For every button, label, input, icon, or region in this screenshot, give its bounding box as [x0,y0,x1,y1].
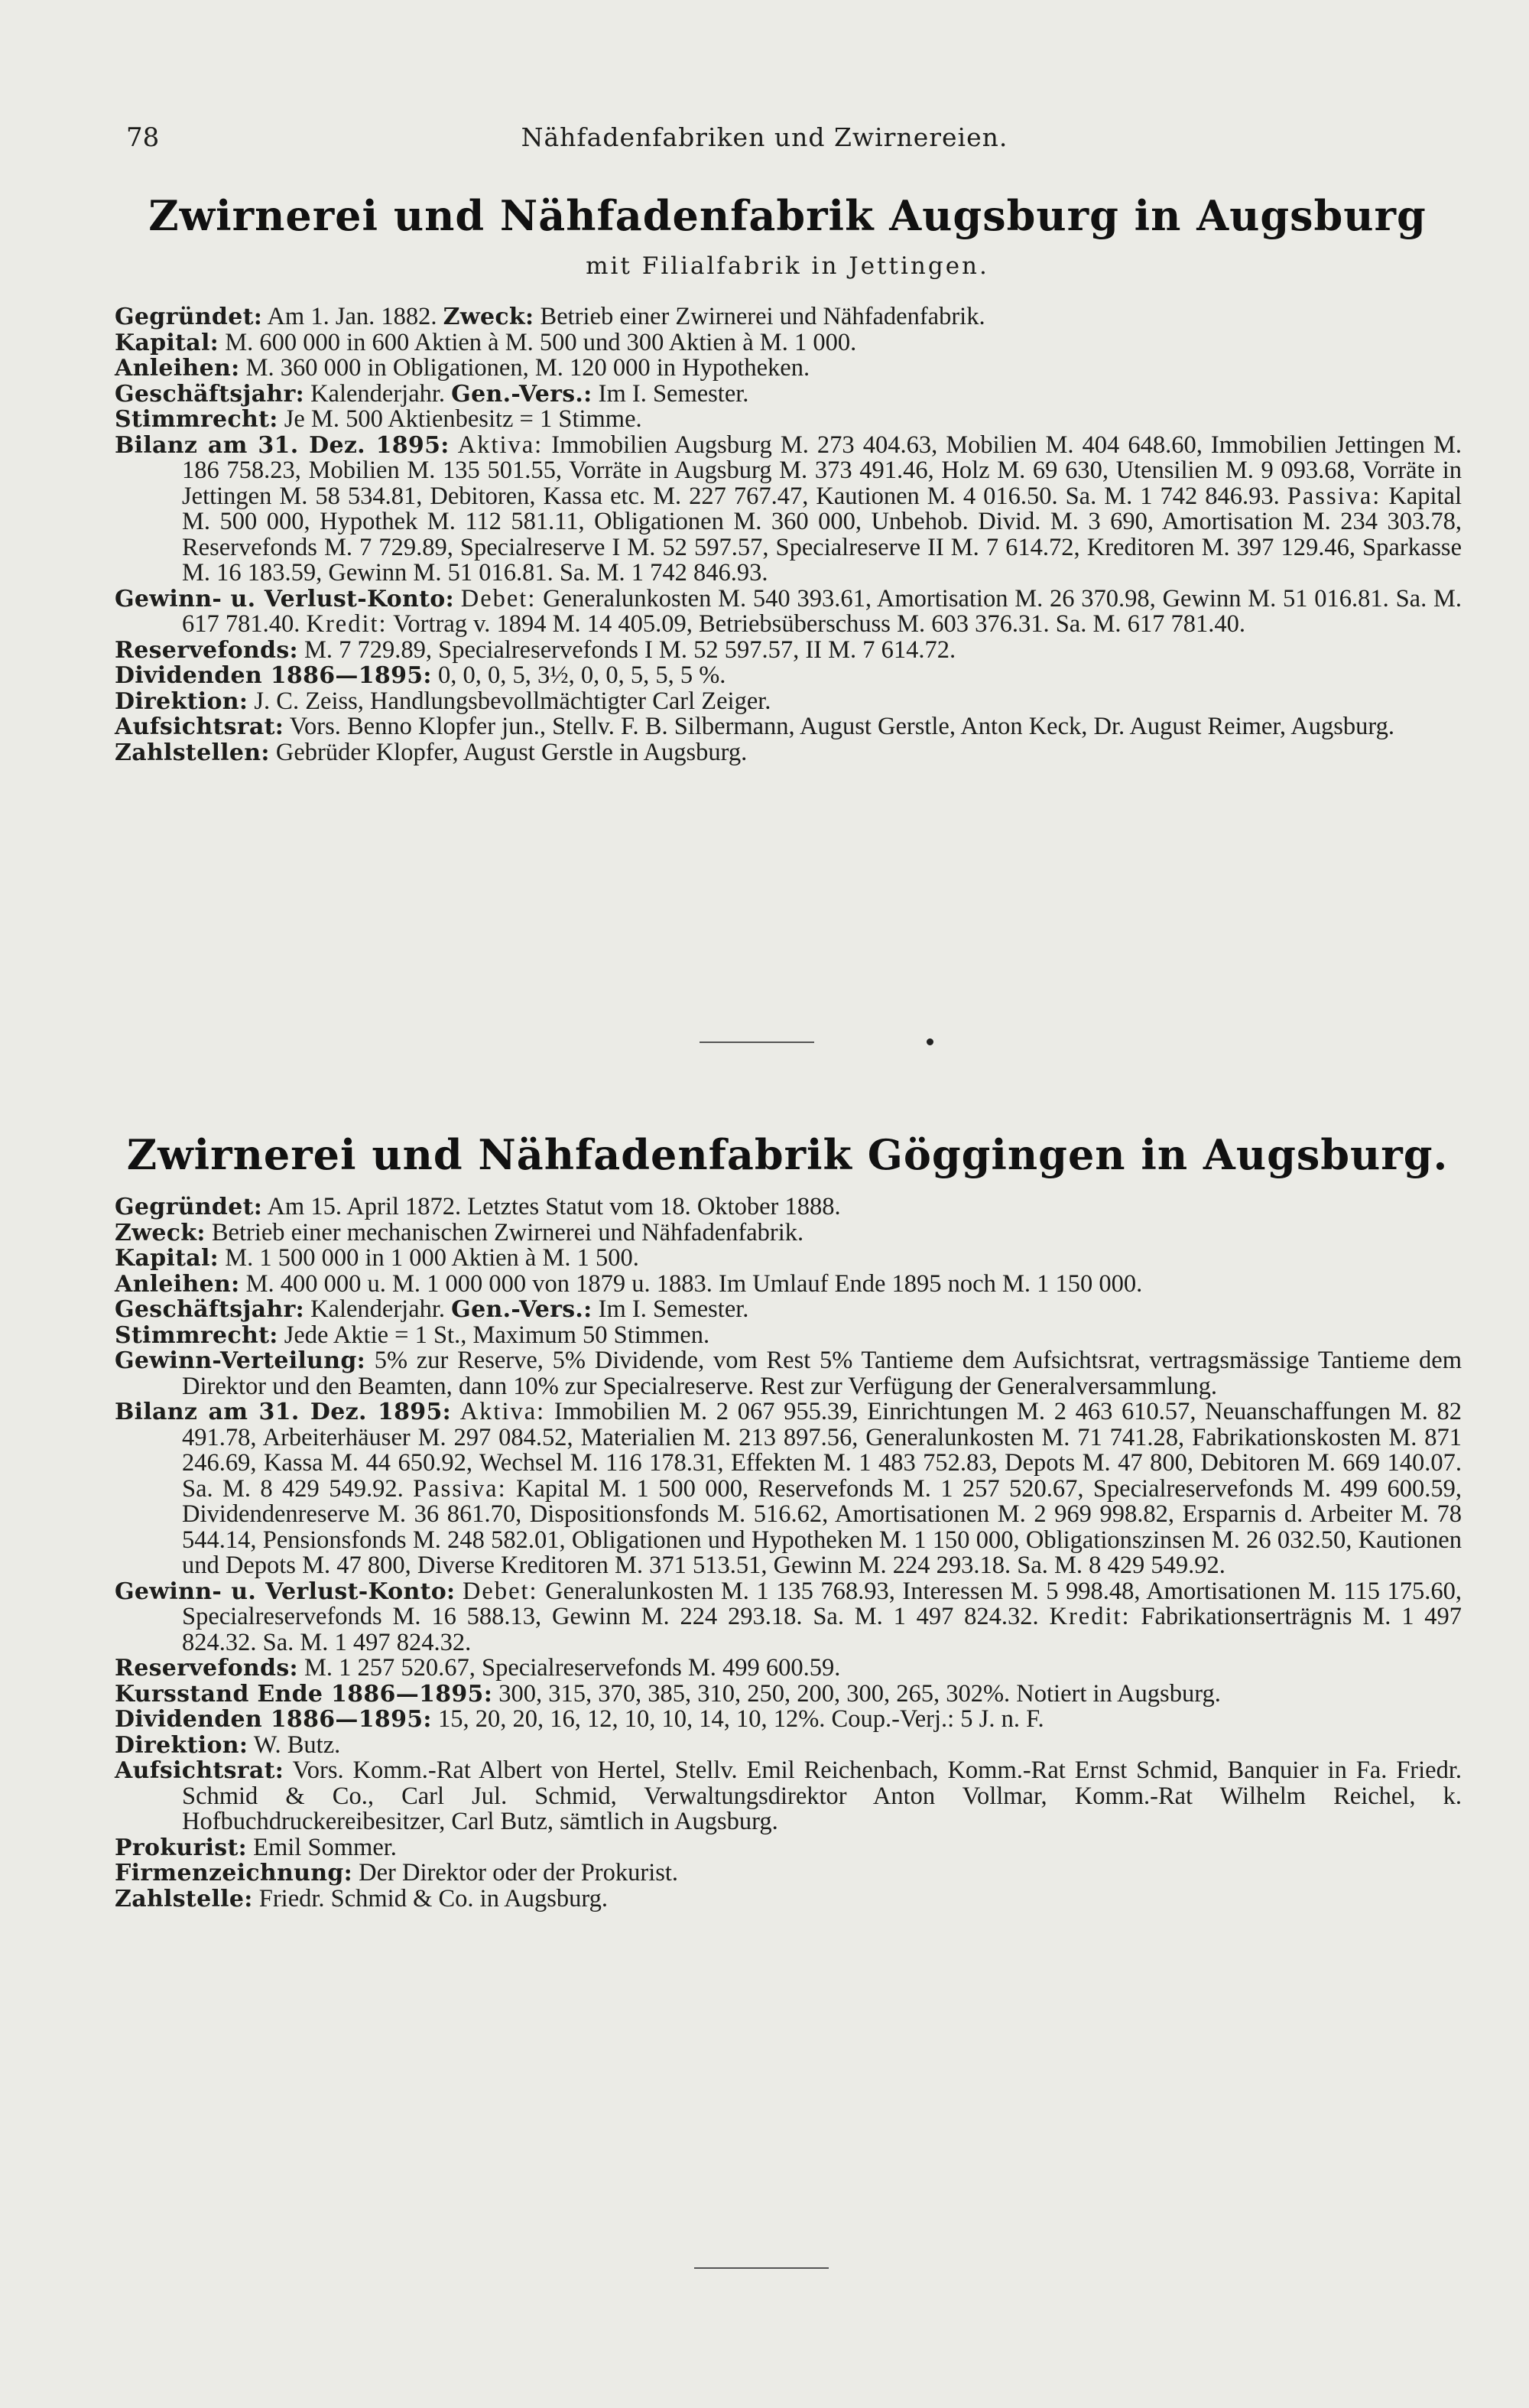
company1-entries [115,304,1462,765]
c2-dividenden: Dividenden 1886—1895: 15, 20, 20, 16, 12, 10, 10, 14, 10, 12%. Coup.-Verj.: 5 J. n. F. [115,1705,1044,1733]
company1-subtitle: mit Filialfabrik in Jettingen. [586,252,989,280]
c2-firmenzeichnung: Firmenzeichnung: Der Direktor oder der Prokurist. [115,1859,679,1886]
c1-guv: Gewinn- u. Verlust-Konto: Debet: Generalunkosten M. 540 393.61, Amortisation M. 26 370.98, Gewinn M. 51 016.81. Sa. M. 617 781.40. Kredit: Vortrag v. 1894 M. 14 405.09, Betriebsüberschuss M. 603 376.31. Sa. M. 617 781.40. [115,584,1462,638]
c2-gegruendet: Gegründet: Am 15. April 1872. Letztes Statut vom 18. Oktober 1888. [115,1193,841,1220]
c1-kapital: Kapital: M. 600 000 in 600 Aktien à M. 500 und 300 Aktien à M. 1 000. [115,328,857,356]
running-title: Nähfadenfabriken und Zwirnereien. [521,122,1008,152]
c2-aufsichtsrat: Aufsichtsrat: Vors. Komm.-Rat Albert von Hertel, Stellv. Emil Reichenbach, Komm.-Rat Ernst Schmid, Banquier in Fa. Friedr. Schmid & Co., Carl Jul. Schmid, Verwaltungsdirektor Anton Vollmar, Komm.-Rat Wilhelm Reichel, k. Hofbuchdruckereibesitzer, Carl Butz, sämtlich in Augsburg. [115,1756,1462,1835]
c1-zahlstellen: Zahlstellen: Gebrüder Klopfer, August Gerstle in Augsburg. [115,738,748,766]
c1-direktion: Direktion: J. C. Zeiss, Handlungsbevollmächtigter Carl Zeiger. [115,687,771,715]
c1-gegruendet: Gegründet: Am 1. Jan. 1882. Zweck: Betrieb einer Zwirnerei und Nähfadenfabrik. [115,303,985,330]
company2-entries [115,1194,1462,1912]
end-rule [694,2267,829,2269]
c2-stimmrecht: Stimmrecht: Jede Aktie = 1 St., Maximum 50 Stimmen. [115,1321,710,1349]
divider-dot [927,1038,933,1045]
company1-title: Zwirnerei und Nähfadenfabrik Augsburg in Augsburg [148,191,1427,240]
c2-geschaeftsjahr: Geschäftsjahr: Kalenderjahr. Gen.-Vers.: Im I. Semester. [115,1295,749,1323]
c2-guv: Gewinn- u. Verlust-Konto: Debet: Generalunkosten M. 1 135 768.93, Interessen M. 5 998.48, Amortisationen M. 115 175.60, Specialreservefonds M. 16 588.13, Gewinn M. 224 293.18. Sa. M. 1 497 824.32. Kredit: Fabrikationserträgnis M. 1 497 824.32. Sa. M. 1 497 824.32. [115,1577,1462,1656]
c1-dividenden: Dividenden 1886—1895: 0, 0, 0, 5, 3½, 0, 0, 5, 5, 5 %. [115,661,726,689]
c1-aufsichtsrat: Aufsichtsrat: Vors. Benno Klopfer jun., Stellv. F. B. Silbermann, August Gerstle, Anton Keck, Dr. August Reimer, Augsburg. [115,713,1395,740]
c2-zweck: Zweck: Betrieb einer mechanischen Zwirnerei und Nähfadenfabrik. [115,1218,804,1246]
c1-stimmrecht: Stimmrecht: Je M. 500 Aktienbesitz = 1 Stimme. [115,405,642,433]
c2-zahlstelle: Zahlstelle: Friedr. Schmid & Co. in Augsburg. [115,1884,609,1912]
c2-kapital: Kapital: M. 1 500 000 in 1 000 Aktien à M. 1 500. [115,1244,639,1272]
c1-reservefonds: Reservefonds: M. 7 729.89, Specialreservefonds I M. 52 597.57, II M. 7 614.72. [115,635,956,664]
c1-anleihen: Anleihen: M. 360 000 in Obligationen, M. 120 000 in Hypotheken. [115,354,810,382]
section-divider [700,1042,814,1043]
c2-kursstand: Kursstand Ende 1886—1895: 300, 315, 370, 385, 310, 250, 200, 300, 265, 302%. Notiert in Augsburg. [115,1679,1221,1708]
c1-bilanz: Bilanz am 31. Dez. 1895: Aktiva: Immobilien Augsburg M. 273 404.63, Mobilien M. 404 648.60, Immobilien Jettingen M. 186 758.23, Mobilien M. 135 501.55, Vorräte in Augsburg M. 373 491.46, Holz M. 69 630, Utensilien M. 9 093.68, Vorräte in Jettingen M. 58 534.81, Debitoren, Kassa etc. M. 227 767.47, Kautionen M. 4 016.50. Sa. M. 1 742 846.93. Passiva: Kapital M. 500 000, Hypothek M. 112 581.11, Obligationen M. 360 000, Unbehob. Divid. M. 3 690, Amortisation M. 234 303.78, Reservefonds M. 7 729.89, Specialreserve I M. 52 597.57, Specialreserve II M. 7 614.72, Kreditoren M. 397 129.46, Sparkasse M. 16 183.59, Gewinn M. 51 016.81. Sa. M. 1 742 846.93. [115,431,1462,587]
page-header [0,122,1529,161]
company2-title: Zwirnerei und Nähfadenfabrik Göggingen in Augsburg. [126,1130,1449,1179]
c2-bilanz: Bilanz am 31. Dez. 1895: Aktiva: Immobilien M. 2 067 955.39, Einrichtungen M. 2 463 610.57, Neuanschaffungen M. 82 491.78, Arbeiterhäuser M. 297 084.52, Materialien M. 213 897.56, Generalunkosten M. 71 741.28, Fabrikationskosten M. 871 246.69, Kassa M. 44 650.92, Wechsel M. 116 178.31, Effekten M. 1 483 752.83, Depots M. 47 800, Debitoren M. 669 140.07. Sa. M. 8 429 549.92. Passiva: Kapital M. 1 500 000, Reservefonds M. 1 257 520.67, Specialreservefonds M. 499 600.59, Dividendenreserve M. 36 861.70, Dispositionsfonds M. 516.62, Amortisationen M. 2 969 998.82, Ersparnis d. Arbeiter M. 78 544.14, Pensionsfonds M. 248 582.01, Obligationen und Hypotheken M. 1 150 000, Obligationszinsen M. 26 032.50, Kautionen und Depots M. 47 800, Diverse Kreditoren M. 371 513.51, Gewinn M. 224 293.18. Sa. M. 8 429 549.92. [115,1398,1462,1579]
c2-reservefonds: Reservefonds: M. 1 257 520.67, Specialreservefonds M. 499 600.59. [115,1654,841,1682]
c2-prokurist: Prokurist: Emil Sommer. [115,1833,397,1861]
c2-direktion: Direktion: W. Butz. [115,1730,341,1759]
page-number: 78 [126,122,160,153]
c2-anleihen: Anleihen: M. 400 000 u. M. 1 000 000 von 1879 u. 1883. Im Umlauf Ende 1895 noch M. 1 150 000. [115,1269,1143,1298]
c2-gewinnverteilung: Gewinn-Verteilung: 5% zur Reserve, 5% Dividende, vom Rest 5% Tantieme dem Aufsichtsrat, vertragsmässige Tantieme dem Direktor und den Beamten, dann 10% zur Specialreserve. Rest zur Verfügung der Generalversammlung. [115,1347,1462,1400]
c1-geschaeftsjahr: Geschäftsjahr: Kalenderjahr. Gen.-Vers.: Im I. Semester. [115,379,749,408]
